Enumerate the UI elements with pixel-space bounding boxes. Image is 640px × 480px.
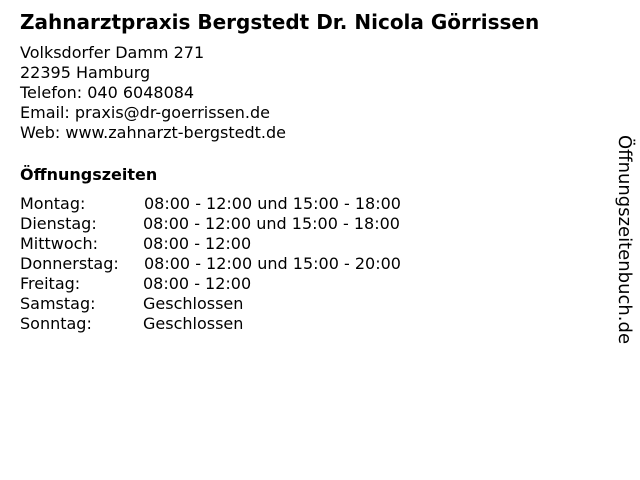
day-hours: 08:00 - 12:00 xyxy=(143,274,252,293)
day-label: Sonntag: xyxy=(20,314,92,333)
day-label: Dienstag: xyxy=(20,214,97,233)
day-hours: 08:00 - 12:00 und 15:00 - 18:00 xyxy=(143,214,400,233)
address-block xyxy=(20,43,286,143)
day-hours: 08:00 - 12:00 xyxy=(143,234,252,253)
opening-hours-heading: Öffnungszeiten xyxy=(20,165,158,184)
web-line: Web: www.zahnarzt-bergstedt.de xyxy=(20,123,286,142)
day-hours: Geschlossen xyxy=(143,314,244,333)
day-label: Freitag: xyxy=(20,274,81,293)
phone-line: Telefon: 040 6048084 xyxy=(20,83,195,102)
day-hours: 08:00 - 12:00 und 15:00 - 18:00 xyxy=(144,194,401,213)
day-label: Montag: xyxy=(20,194,86,213)
brand-watermark: Öffnungszeitenbuch.de xyxy=(614,135,635,345)
day-label: Donnerstag: xyxy=(20,254,119,273)
day-hours: Geschlossen xyxy=(143,294,244,313)
day-hours: 08:00 - 12:00 und 15:00 - 20:00 xyxy=(144,254,401,273)
day-label: Mittwoch: xyxy=(20,234,98,253)
email-line: Email: praxis@dr-goerrissen.de xyxy=(20,103,270,122)
day-label: Samstag: xyxy=(20,294,96,313)
street-line: Volksdorfer Damm 271 xyxy=(20,43,205,62)
practice-title: Zahnarztpraxis Bergstedt Dr. Nicola Görrissen xyxy=(20,10,540,34)
city-line: 22395 Hamburg xyxy=(20,63,151,82)
